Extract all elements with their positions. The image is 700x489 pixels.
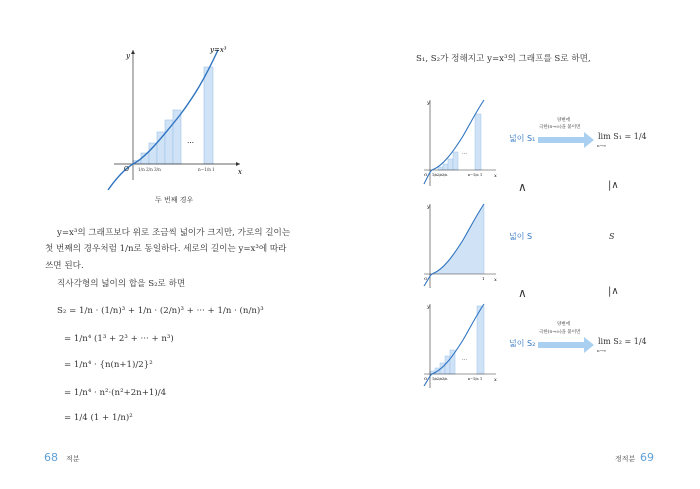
tick-2: 2/n — [146, 167, 153, 172]
svg-text:3/n: 3/n — [442, 377, 448, 381]
row1-arrow-top: 양변에 — [557, 118, 571, 123]
svg-text:1/n: 1/n — [432, 173, 438, 177]
svg-text:3/n: 3/n — [442, 173, 448, 177]
ineq-left-1: ∧ — [518, 180, 527, 194]
tick-1: 1/n — [138, 167, 145, 172]
dots: … — [187, 137, 194, 145]
paragraph-line-3: 쓰면 된다. — [45, 261, 84, 271]
ineq-right-1: |∧ — [608, 180, 619, 191]
tick-4: n−1/n — [198, 167, 211, 172]
row3-arrow-top: 양변에 — [557, 322, 571, 327]
svg-text:n−1/n: n−1/n — [468, 173, 479, 177]
svg-text:O: O — [424, 376, 428, 381]
chapter-label-left: 적분 — [66, 455, 80, 463]
ineq-left-2: ∧ — [518, 286, 527, 300]
svg-text:x: x — [494, 277, 497, 283]
axis-y-label: y — [126, 52, 130, 60]
svg-text:n−1/n: n−1/n — [468, 377, 479, 381]
figure-caption: 두 번째 경우 — [155, 196, 194, 204]
svg-text:y: y — [427, 204, 430, 210]
equation-1: S₂ = 1/n · (1/n)³ + 1/n · (2/n)³ + ··· + 1/n · (n/n)³ — [57, 306, 264, 316]
equation-5: = 1/4 (1 + 1/n)² — [64, 413, 133, 423]
rect-last — [204, 67, 213, 164]
svg-text:1: 1 — [480, 173, 483, 177]
chapter-label-right: 정적분 — [615, 455, 636, 463]
axis-x-label: x — [238, 168, 242, 176]
rect-4 — [157, 132, 165, 164]
row1-result: lim S₁ = 1/4 — [598, 132, 647, 141]
svg-text:…: … — [462, 150, 467, 156]
svg-text:2/n: 2/n — [437, 377, 443, 381]
equation-2: = 1/n⁴ (1³ + 2³ + ··· + n³) — [64, 334, 174, 344]
row3-lim-sub: n→∞ — [597, 348, 607, 353]
paragraph-line-1: y=x³의 그래프보다 위로 조금씩 넓이가 크지만, 가로의 길이는 — [57, 228, 291, 238]
tick-3: 3/n — [154, 167, 161, 172]
svg-text:1: 1 — [480, 377, 483, 381]
svg-text:y: y — [427, 100, 430, 106]
svg-text:O: O — [424, 172, 428, 177]
exact-area-figure — [418, 200, 498, 290]
equation-3: = 1/n⁴ · {n(n+1)/2}² — [64, 360, 153, 370]
ineq-right-2: |∧ — [608, 286, 619, 297]
svg-text:y: y — [427, 304, 430, 310]
svg-text:x: x — [494, 377, 497, 383]
equation-4: = 1/n⁴ · n²·(n²+2n+1)/4 — [64, 388, 167, 398]
row3-arrow-bottom: 극한(n→∞)을 붙이면 — [539, 330, 581, 335]
rect-5 — [165, 120, 173, 164]
svg-text:x: x — [494, 173, 497, 179]
row1-lim-sub: n→∞ — [597, 143, 607, 148]
row1-label: 넓이 S₁ — [509, 134, 536, 143]
svg-text:1: 1 — [482, 276, 485, 281]
right-heading: S₁, S₂가 정해지고 y=x³의 그래프를 S로 하면, — [416, 54, 591, 64]
row2-label: 넓이 S — [509, 232, 533, 241]
upper-sum-figure — [100, 40, 250, 190]
row3-label: 넓이 S₂ — [509, 339, 536, 348]
paragraph-line-2: 첫 번째의 경우처럼 1/n로 동일하다. 세로의 길이는 y=x³에 따라 — [45, 244, 287, 254]
paragraph-line-4: 직사각형의 넓이의 합을 S₂로 하면 — [57, 279, 186, 289]
lower-sum-figure — [418, 96, 498, 188]
svg-text:2/n: 2/n — [437, 173, 443, 177]
row2-result: S — [609, 232, 615, 241]
svg-text:O: O — [424, 276, 428, 281]
origin-label: O — [124, 166, 129, 173]
tick-5: 1 — [212, 167, 215, 172]
row1-arrow-bottom: 극한(n→∞)을 붙이면 — [539, 125, 581, 130]
svg-text:…: … — [462, 356, 467, 362]
curve-label: y=x³ — [210, 46, 227, 54]
page-number-right: 69 — [640, 451, 654, 464]
row3-result: lim S₂ = 1/4 — [598, 337, 647, 346]
page-number-left: 68 — [44, 451, 58, 464]
upper-sum-figure-small — [418, 300, 498, 390]
svg-text:1/n: 1/n — [432, 377, 438, 381]
